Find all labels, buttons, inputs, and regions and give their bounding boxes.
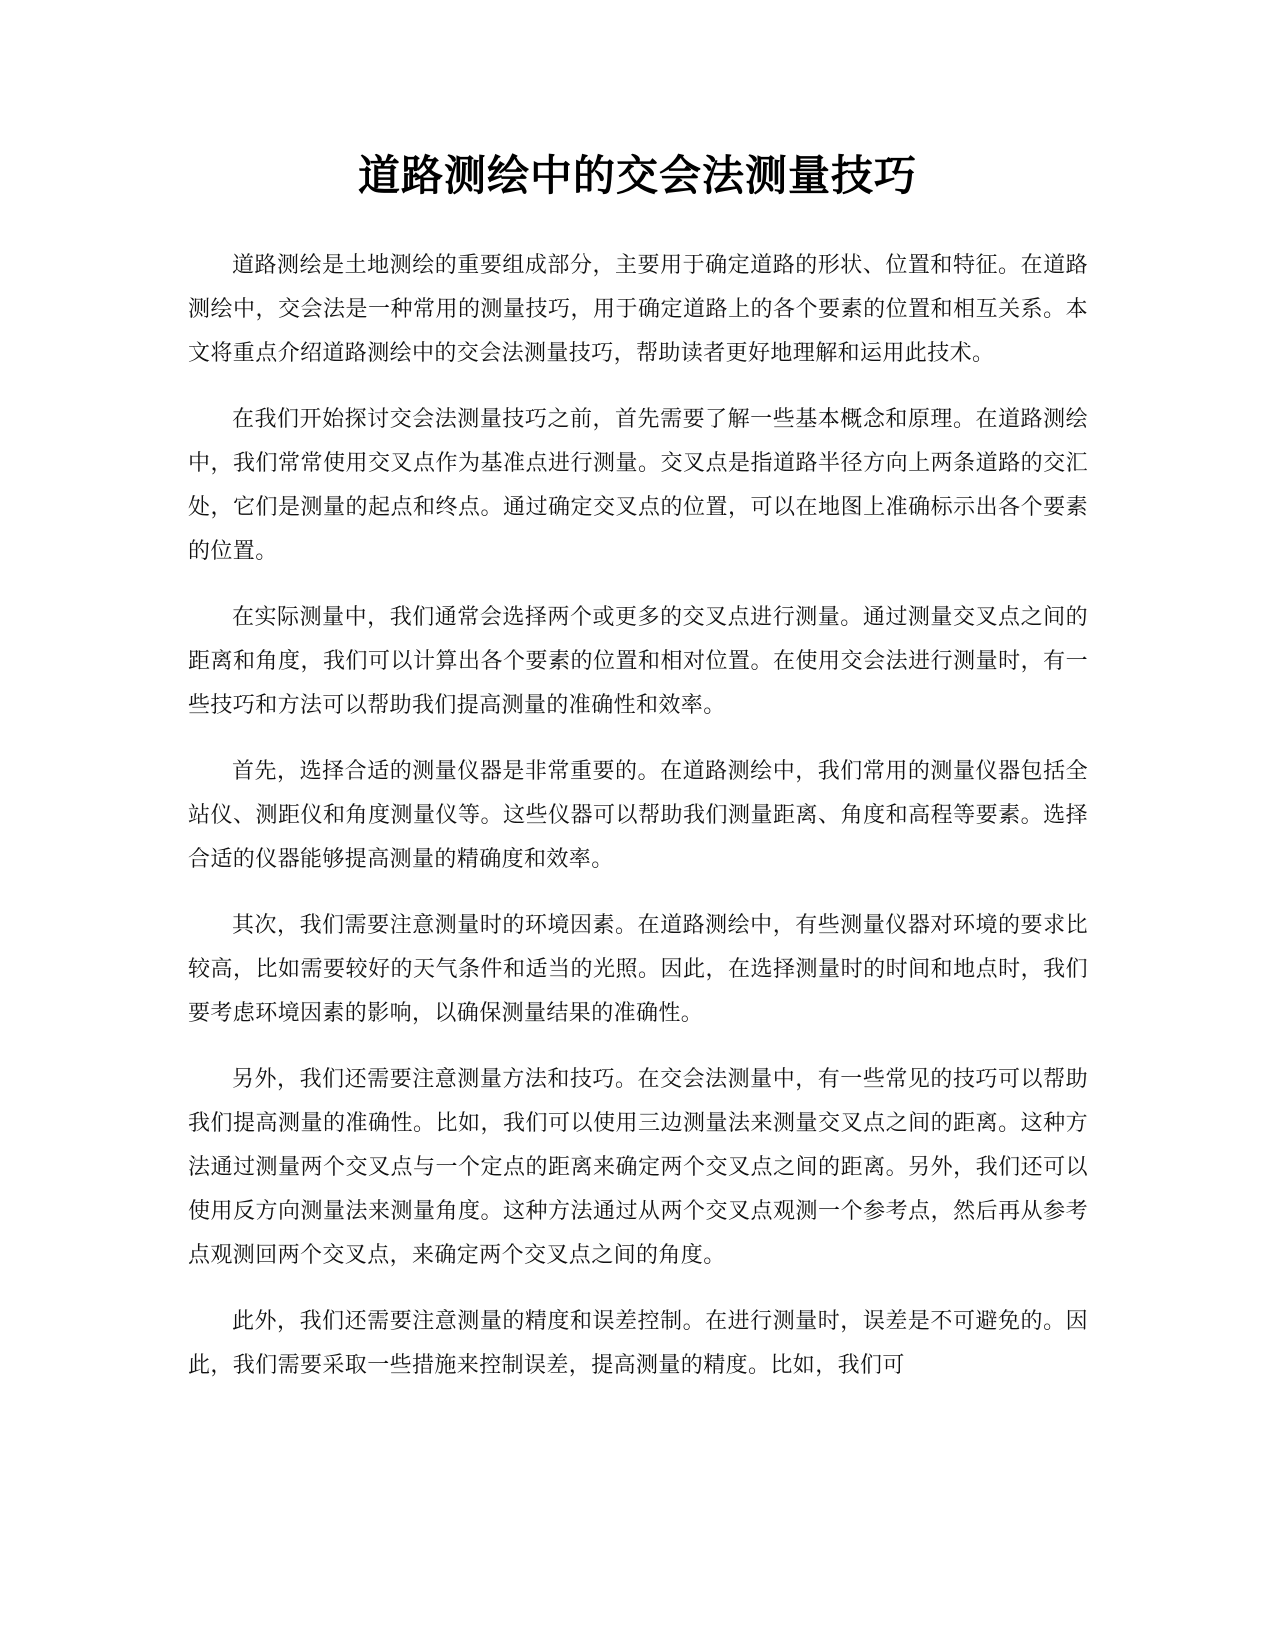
paragraph: 道路测绘是土地测绘的重要组成部分，主要用于确定道路的形状、位置和特征。在道路测绘中，交会法是一种常用的测量技巧，用于确定道路上的各个要素的位置和相互关系。本文将重点介绍道路测绘中的交会法测量技巧，帮助读者更好地理解和运用此技术。	[188, 253, 1088, 366]
paragraph: 在我们开始探讨交会法测量技巧之前，首先需要了解一些基本概念和原理。在道路测绘中，我们常常使用交叉点作为基准点进行测量。交叉点是指道路半径方向上两条道路的交汇处，它们是测量的起点和终点。通过确定交叉点的位置，可以在地图上准确标示出各个要素的位置。	[188, 407, 1088, 564]
paragraph: 此外，我们还需要注意测量的精度和误差控制。在进行测量时，误差是不可避免的。因此，我们需要采取一些措施来控制误差，提高测量的精度。比如，我们可	[188, 1309, 1088, 1378]
document-title: 道路测绘中的交会法测量技巧	[357, 151, 917, 200]
paragraph: 首先，选择合适的测量仪器是非常重要的。在道路测绘中，我们常用的测量仪器包括全站仪、测距仪和角度测量仪等。这些仪器可以帮助我们测量距离、角度和高程等要素。选择合适的仪器能够提高测量的精确度和效率。	[188, 759, 1088, 872]
document-body	[188, 244, 1088, 1410]
paragraph: 在实际测量中，我们通常会选择两个或更多的交叉点进行测量。通过测量交叉点之间的距离和角度，我们可以计算出各个要素的位置和相对位置。在使用交会法进行测量时，有一些技巧和方法可以帮助我们提高测量的准确性和效率。	[188, 605, 1088, 718]
paragraph: 另外，我们还需要注意测量方法和技巧。在交会法测量中，有一些常见的技巧可以帮助我们提高测量的准确性。比如，我们可以使用三边测量法来测量交叉点之间的距离。这种方法通过测量两个交叉点与一个定点的距离来确定两个交叉点之间的距离。另外，我们还可以使用反方向测量法来测量角度。这种方法通过从两个交叉点观测一个参考点，然后再从参考点观测回两个交叉点，来确定两个交叉点之间的角度。	[188, 1067, 1088, 1268]
paragraph: 其次，我们需要注意测量时的环境因素。在道路测绘中，有些测量仪器对环境的要求比较高，比如需要较好的天气条件和适当的光照。因此，在选择测量时的时间和地点时，我们要考虑环境因素的影响，以确保测量结果的准确性。	[188, 913, 1088, 1026]
